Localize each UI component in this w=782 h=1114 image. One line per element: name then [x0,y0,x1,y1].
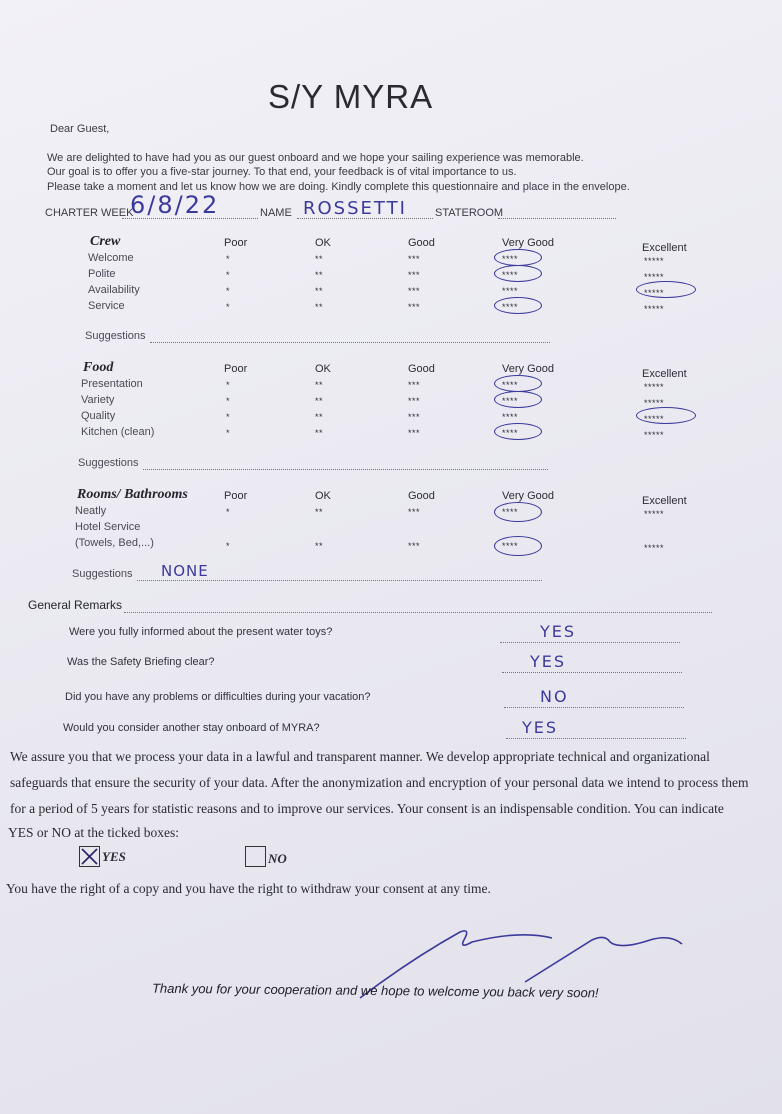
column-header-poor: Poor [224,490,248,502]
column-header-very-good: Very Good [502,237,554,249]
row-label: Kitchen (clean) [81,426,155,438]
rating-stars[interactable]: ** [315,270,324,280]
row-label: Polite [88,268,116,280]
rating-stars[interactable]: * [226,270,231,280]
suggestions-line[interactable] [143,469,548,470]
rating-stars[interactable]: * [226,302,231,312]
rating-stars[interactable]: **** [502,380,519,390]
column-header-ok: OK [315,363,331,375]
rating-stars[interactable]: ** [315,380,324,390]
rating-stars[interactable]: *** [408,380,421,390]
section-title: Food [83,360,114,375]
column-header-ok: OK [315,490,331,502]
rating-stars[interactable]: **** [502,270,519,280]
intro-line-3: Please take a moment and let us know how we are doing. Kindly complete this questionnaire and place in the envelope. [47,181,630,193]
rating-stars[interactable]: *** [408,270,421,280]
rating-stars[interactable]: *** [408,302,421,312]
rating-stars[interactable]: * [226,254,231,264]
charter-week-value[interactable]: 6/8/22 [130,191,220,219]
rating-stars[interactable]: ***** [644,256,665,266]
charter-week-label: CHARTER WEEK [45,207,134,219]
rating-stars[interactable]: **** [502,507,519,517]
row-label: Availability [88,284,140,296]
stateroom-label: STATEROOM [435,207,504,219]
closing-message: Thank you for your cooperation and we hope to welcome you back very soon! [151,980,599,1001]
rating-stars[interactable]: ***** [644,288,665,298]
suggestions-label: Suggestions [85,330,146,342]
rating-stars[interactable]: * [226,412,231,422]
consent-line-4: YES or NO at the ticked boxes: [8,825,179,840]
intro-line-2: Our goal is to offer you a five-star journey. To that end, your feedback is of vital importance to us. [47,166,517,178]
remark-answer[interactable]: YES [522,718,559,737]
stateroom-line[interactable] [498,218,616,219]
suggestions-label: Suggestions [78,457,139,469]
general-remarks-label: General Remarks [28,598,123,612]
row-label: Neatly [75,505,107,517]
remark-question: Were you fully informed about the present water toys? [69,626,333,638]
rating-stars[interactable]: *** [408,507,421,517]
remark-question: Would you consider another stay onboard of MYRA? [63,722,320,734]
rating-stars[interactable]: *** [408,412,421,422]
row-label: Quality [81,410,116,422]
selected-rating-circle [494,297,542,314]
suggestions-line[interactable] [150,342,550,343]
rating-stars[interactable]: ** [315,412,324,422]
selected-rating-circle [494,423,542,440]
remark-question: Did you have any problems or difficulties during your vacation? [65,691,371,703]
remark-answer[interactable]: YES [530,652,567,671]
rating-stars[interactable]: *** [408,286,421,296]
rating-stars[interactable]: **** [502,428,519,438]
check-x-icon [80,847,99,866]
rating-stars[interactable]: ** [315,302,324,312]
section-title: Crew [90,234,121,249]
column-header-very-good: Very Good [502,490,554,502]
remark-answer-line[interactable] [506,738,686,739]
remark-answer-line[interactable] [502,672,682,673]
suggestions-label: Suggestions [72,568,133,580]
selected-rating-circle [494,375,542,392]
column-header-good: Good [408,237,435,249]
row-label: (Towels, Bed,...) [75,537,154,549]
rating-stars[interactable]: ** [315,396,324,406]
rating-stars[interactable]: **** [502,541,519,551]
column-header-poor: Poor [224,237,248,249]
selected-rating-circle [494,249,542,266]
rating-stars[interactable]: ** [315,286,324,296]
rating-stars[interactable]: ** [315,254,324,264]
rating-stars[interactable]: ***** [644,304,665,314]
column-header-good: Good [408,490,435,502]
rating-stars[interactable]: *** [408,541,421,551]
rating-stars[interactable]: * [226,507,231,517]
suggestions-line[interactable] [137,580,542,581]
row-label: Service [88,300,125,312]
column-header-excellent: Excellent [642,242,687,254]
name-label: NAME [260,207,292,219]
rating-stars[interactable]: ***** [644,543,665,553]
consent-yes-checkbox[interactable] [79,846,100,867]
rating-stars[interactable]: ** [315,507,324,517]
name-value[interactable]: ROSSETTI [303,198,407,219]
selected-rating-circle [494,265,542,282]
rating-stars[interactable]: * [226,428,231,438]
column-header-excellent: Excellent [642,368,687,380]
rating-stars[interactable]: * [226,380,231,390]
rating-stars[interactable]: *** [408,396,421,406]
rating-stars[interactable]: *** [408,428,421,438]
row-label: Variety [81,394,115,406]
consent-line-3: for a period of 5 years for statistic reasons and to improve our services. Your consent is an indispensable condition. You can indicate [10,801,724,816]
rating-stars[interactable]: **** [502,254,519,264]
remark-answer-line[interactable] [504,707,684,708]
general-remarks-line[interactable] [124,612,712,613]
row-label: Presentation [81,378,143,390]
consent-rights: You have the right of a copy and you have the right to withdraw your consent at any time. [6,881,491,896]
column-header-excellent: Excellent [642,495,687,507]
selected-rating-circle [494,502,542,522]
consent-yes-label: YES [102,849,126,864]
consent-no-checkbox[interactable] [245,846,266,867]
selected-rating-circle [494,391,542,408]
column-header-ok: OK [315,237,331,249]
rating-stars[interactable]: **** [502,302,519,312]
intro-line-1: We are delighted to have had you as our guest onboard and we hope your sailing experience was memorable. [47,152,584,164]
rating-stars[interactable]: * [226,541,231,551]
rating-stars[interactable]: * [226,286,231,296]
column-header-poor: Poor [224,363,248,375]
selected-rating-circle [636,407,696,424]
row-label: Welcome [88,252,134,264]
rating-stars[interactable]: * [226,396,231,406]
consent-line-1: We assure you that we process your data in a lawful and transparent manner. We develop appropriate technical and organizational [10,749,710,764]
rating-stars[interactable]: ***** [644,382,665,392]
rating-stars[interactable]: ** [315,541,324,551]
consent-no-label: NO [268,851,287,866]
remark-answer[interactable]: NO [540,687,569,706]
suggestions-value[interactable]: NONE [161,562,209,580]
rating-stars[interactable]: ***** [644,414,665,424]
rating-stars[interactable]: **** [502,412,519,422]
column-header-good: Good [408,363,435,375]
rating-stars[interactable]: ***** [644,272,665,282]
selected-rating-circle [494,536,542,556]
form-title: S/Y MYRA [268,78,434,115]
rating-stars[interactable]: ***** [644,398,665,408]
remark-question: Was the Safety Briefing clear? [67,656,215,668]
section-title: Rooms/ Bathrooms [77,487,188,502]
column-header-very-good: Very Good [502,363,554,375]
rating-stars[interactable]: *** [408,254,421,264]
rating-stars[interactable]: **** [502,286,519,296]
rating-stars[interactable]: ***** [644,430,665,440]
greeting: Dear Guest, [50,123,110,135]
selected-rating-circle [636,281,696,298]
rating-stars[interactable]: ** [315,428,324,438]
remark-answer-line[interactable] [500,642,680,643]
rating-stars[interactable]: **** [502,396,519,406]
rating-stars[interactable]: ***** [644,509,665,519]
consent-line-2: safeguards that ensure the security of your data. After the anonymization and encryption of your personal data we intend to process them [10,775,749,790]
remark-answer[interactable]: YES [540,622,577,641]
row-label: Hotel Service [75,521,141,533]
